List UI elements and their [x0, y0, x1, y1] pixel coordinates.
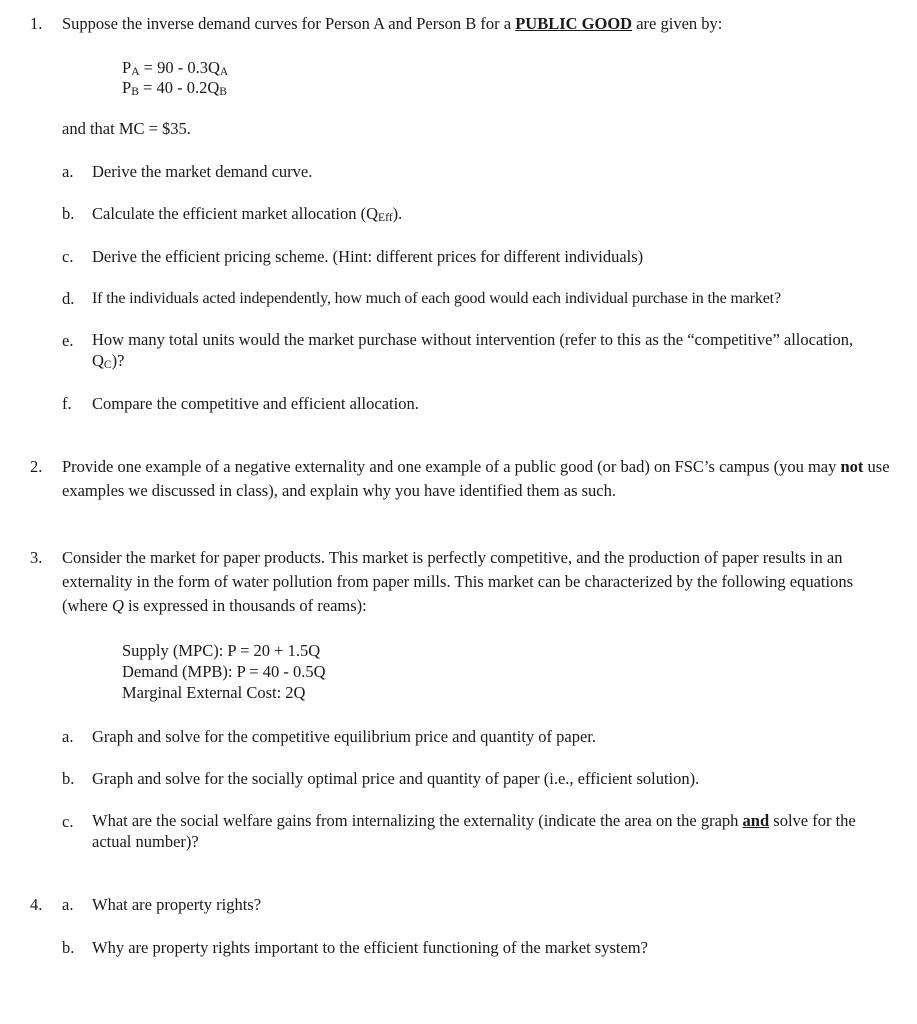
q3-number: 3.: [30, 548, 43, 567]
q1-e-letter: e.: [62, 331, 74, 350]
q3-c-text-emphasis: and: [742, 811, 770, 830]
q1-e-text: [92, 329, 872, 371]
q1-intro-emphasis: PUBLIC GOOD: [515, 14, 633, 33]
q1-b-text-pre: Calculate the efficient market allocation (Q: [92, 204, 379, 223]
q3-c-text-pre: What are the social welfare gains from internalizing the externality (indicate the area on the graph: [92, 811, 743, 830]
eq-b-p: P: [122, 78, 132, 97]
q3-c-text: [92, 810, 897, 852]
eq-b-sub2: B: [219, 86, 227, 98]
eq-a-rhs: = 90 - 0.3Q: [139, 58, 220, 77]
q1-number: 1.: [30, 14, 43, 33]
q1-intro-pre: Suppose the inverse demand curves for Person A and Person B for a: [62, 14, 516, 33]
eq-a-p: P: [122, 58, 132, 77]
q1-e-text-sub: C: [103, 359, 112, 371]
q1-intro: [62, 12, 722, 36]
q4-a-text: What are property rights?: [92, 895, 262, 914]
q3-text-post: is expressed in thousands of reams):: [123, 596, 367, 615]
q1-b-text-sub: Eff: [378, 212, 393, 224]
q3-b-text: Graph and solve for the socially optimal price and quantity of paper (i.e., efficient solution).: [92, 769, 700, 788]
q1-equation-b: [122, 77, 227, 98]
q1-e-text-pre: How many total units would the market purchase without intervention (refer to this as the “competitive” allocation, Q: [92, 330, 854, 370]
q3-text: [62, 546, 902, 618]
q1-b-text: [92, 202, 402, 226]
q1-f-text: Compare the competitive and efficient allocation.: [92, 394, 419, 413]
eq-b-rhs: = 40 - 0.2Q: [138, 78, 220, 97]
q1-a-letter: a.: [62, 162, 74, 181]
q3-mec-equation: Marginal External Cost: 2Q: [122, 683, 306, 702]
q1-c-text: Derive the efficient pricing scheme. (Hint: different prices for different individuals): [92, 247, 644, 266]
q1-d-letter: d.: [62, 289, 75, 308]
q1-b-letter: b.: [62, 204, 75, 223]
q4-number: 4.: [30, 895, 43, 914]
q3-a-letter: a.: [62, 727, 74, 746]
q1-intro-post: are given by:: [632, 14, 723, 33]
q2-text: [62, 455, 902, 503]
q4-a-letter: a.: [62, 895, 74, 914]
eq-b-sub: B: [131, 86, 139, 98]
eq-a-sub: A: [131, 66, 140, 78]
q1-e-text-post: )?: [111, 351, 125, 370]
q3-c-text-post: solve for the actual number)?: [92, 811, 856, 851]
q1-c-letter: c.: [62, 247, 74, 266]
q2-text-bold: not: [840, 457, 864, 476]
q1-equation-a: [122, 57, 228, 78]
q2-text-pre: Provide one example of a negative externality and one example of a public good (or bad) on FSC’s campus (you may: [62, 457, 841, 476]
q3-demand-equation: Demand (MPB): P = 40 - 0.5Q: [122, 662, 326, 681]
q1-d-text: If the individuals acted independently, how much of each good would each individual purchase in the market?: [92, 290, 781, 307]
q1-f-letter: f.: [62, 394, 72, 413]
q3-text-pre: Consider the market for paper products. This market is perfectly competitive, and the production of paper results in an externality in the form of water pollution from paper mills. This market can be characterized by the following equations (where: [62, 548, 853, 615]
q1-a-text: Derive the market demand curve.: [92, 162, 313, 181]
q3-text-italic: Q: [111, 596, 124, 615]
q2-text-post: use examples we discussed in class), and explain why you have identified them as such.: [62, 457, 890, 500]
q3-supply-equation: Supply (MPC): P = 20 + 1.5Q: [122, 641, 321, 660]
q1-mc-text: and that MC = $35.: [62, 119, 191, 138]
q2-number: 2.: [30, 457, 43, 476]
q3-a-text: Graph and solve for the competitive equilibrium price and quantity of paper.: [92, 727, 597, 746]
q4-b-letter: b.: [62, 938, 75, 957]
q1-b-text-post: ).: [392, 204, 403, 223]
q3-c-letter: c.: [62, 812, 74, 831]
q4-b-text: Why are property rights important to the efficient functioning of the market system?: [92, 938, 648, 957]
q3-b-letter: b.: [62, 769, 75, 788]
eq-a-sub2: A: [219, 66, 229, 78]
